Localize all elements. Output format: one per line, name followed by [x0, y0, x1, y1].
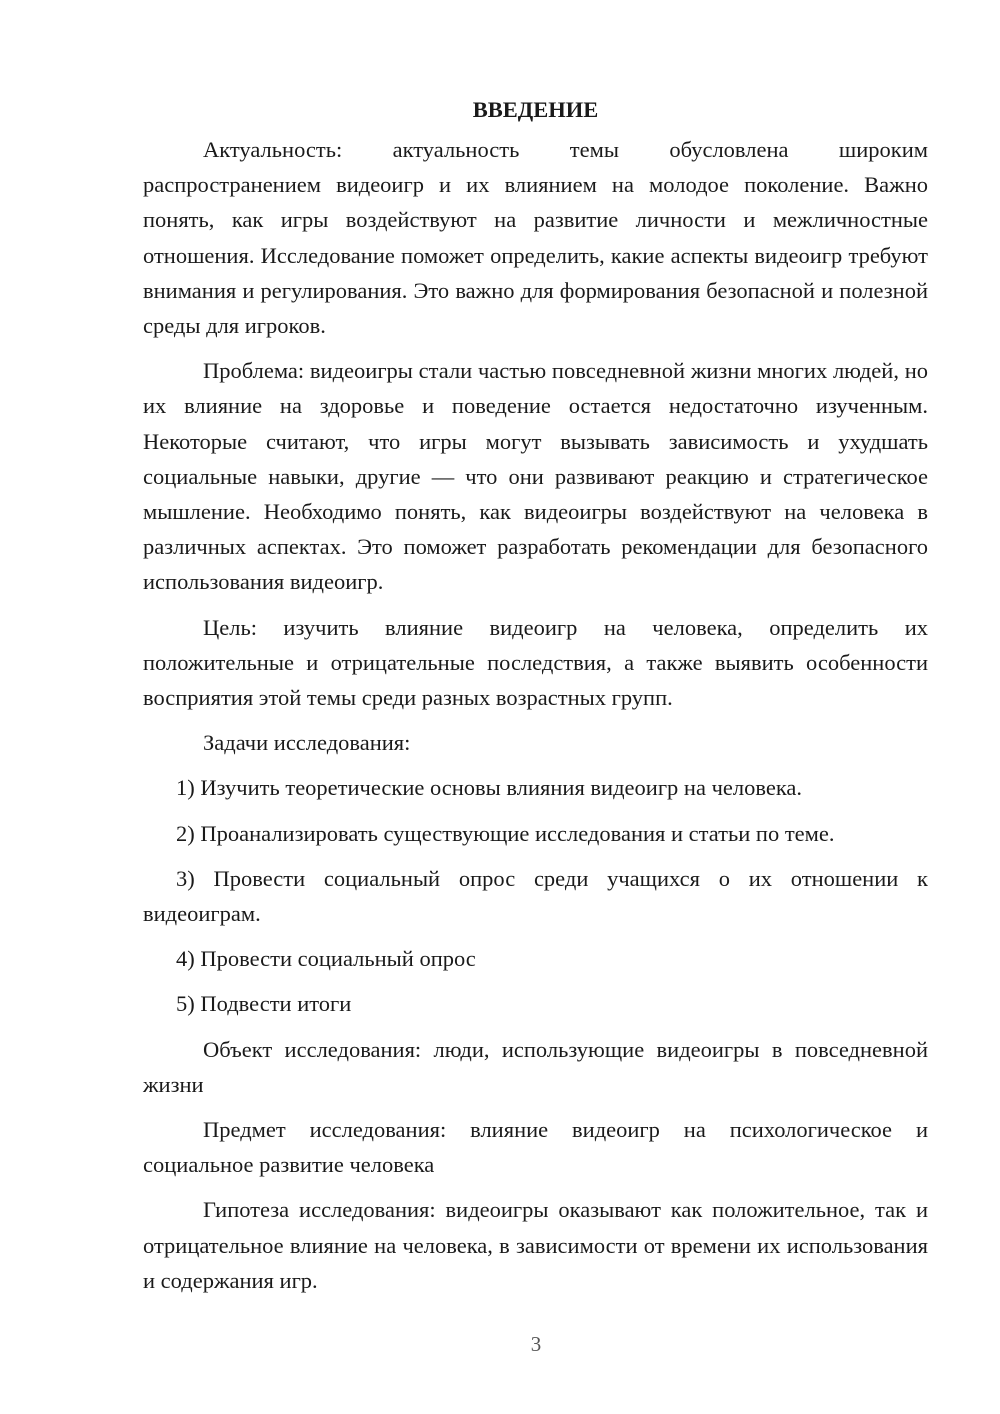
paragraph-subject: Предмет исследования: влияние видеоигр на психологическое и социальное развитие человека: [143, 1117, 928, 1178]
paragraph-relevance: Актуальность: актуальность темы обусловлена широким распространением видеоигр и их влиянием на молодое поколение. Важно понять, как игры воздействуют на развитие личности и межличностные отношения. Исследование поможет определить, какие аспекты видеоигр требуют внимания и регулирования. Это важно для формирования безопасной и полезной среды для игроков.: [143, 137, 928, 339]
paragraph-problem: Проблема: видеоигры стали частью повседневной жизни многих людей, но их влияние на здоровье и поведение остается недостаточно изученным. Некоторые считают, что игры могут вызывать зависимость и ухудшать социальные навыки, другие — что они развивают реакцию и стратегическое мышление. Необходимо понять, как видеоигры воздействуют на человека в различных аспектах. Это поможет разработать рекомендации для безопасного использования видеоигр.: [143, 358, 928, 595]
task-item: 2) Проанализировать существующие исследования и статьи по теме.: [176, 820, 835, 846]
task-item: 1) Изучить теоретические основы влияния видеоигр на человека.: [176, 775, 803, 801]
page-number: 3: [530, 1332, 542, 1356]
document-body: [143, 92, 928, 1308]
task-item: 4) Провести социальный опрос: [176, 946, 476, 972]
paragraph-object: Объект исследования: люди, использующие видеоигры в повседневной жизни: [143, 1036, 928, 1097]
paragraph-goal: Цель: изучить влияние видеоигр на человека, определить их положительные и отрицательные последствия, а также выявить особенности восприятия этой темы среди разных возрастных групп.: [143, 614, 928, 711]
task-item: 3) Провести социальный опрос среди учащихся о их отношении к видеоиграм.: [143, 865, 928, 927]
task-item: 5) Подвести итоги: [176, 991, 352, 1017]
paragraph-hypothesis: Гипотеза исследования: видеоигры оказывают как положительное, так и отрицательное влияние на человека, в зависимости от времени их использования и содержания игр.: [143, 1197, 928, 1293]
paragraph-tasks-heading: Задачи исследования:: [203, 730, 411, 756]
section-title: ВВЕДЕНИЕ: [472, 97, 599, 122]
